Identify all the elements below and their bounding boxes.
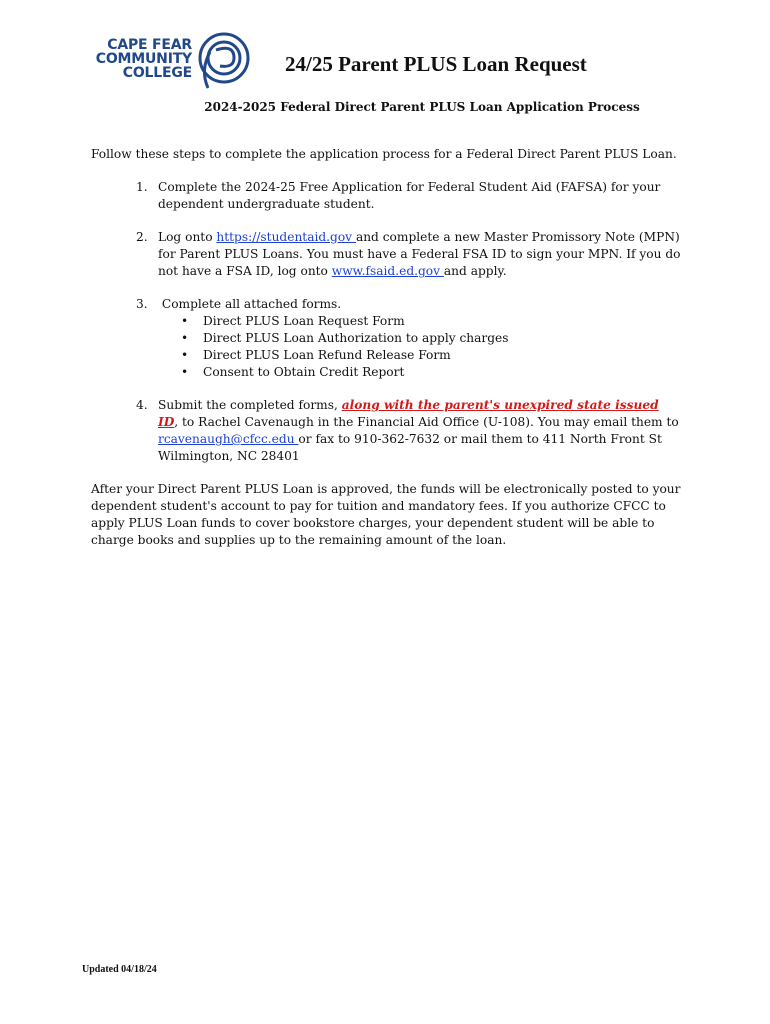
form-name: Direct PLUS Loan Request Form	[203, 314, 405, 328]
step-3	[91, 296, 681, 381]
step-2-text-post: and apply.	[443, 264, 507, 278]
step-2-text-pre: Log onto	[158, 230, 217, 244]
form-name: Direct PLUS Loan Refund Release Form	[203, 348, 451, 362]
updated-date: Updated 04/18/24	[82, 964, 157, 975]
college-logo	[82, 30, 250, 92]
step-4-text-mid: , to Rachel Cavenaugh in the Financial Aid Office (U-108). You may email them to	[174, 415, 679, 429]
logo-line-1: CAPE FEAR	[107, 37, 192, 53]
logo-line-3: COLLEGE	[122, 65, 192, 81]
step-3-text: Complete all attached forms.	[158, 297, 342, 311]
list-item	[181, 347, 681, 364]
email-link[interactable]: rcavenaugh@cfcc.edu	[158, 432, 299, 446]
intro-paragraph: Follow these steps to complete the application process for a Federal Direct Parent PLUS Loan.	[91, 147, 677, 161]
document-body	[91, 146, 681, 549]
form-name: Consent to Obtain Credit Report	[203, 365, 405, 379]
logo-line-2: COMMUNITY	[95, 51, 192, 67]
step-1-text: Complete the 2024-25 Free Application for Federal Student Aid (FAFSA) for your dependent undergraduate student.	[158, 180, 661, 211]
step-2-text-mid: and complete a new Master Promissory Note (MPN) for Parent PLUS Loans. You must have a Federal FSA ID to sign your MPN. If you do not have a FSA ID, log onto	[158, 230, 681, 278]
fsaid-link[interactable]: www.fsaid.ed.gov	[331, 264, 444, 278]
studentaid-link[interactable]: https://studentaid.gov	[216, 230, 356, 244]
bullet-icon: •	[181, 348, 189, 362]
step-4-text-pre: Submit the completed forms,	[158, 398, 342, 412]
list-item	[181, 364, 681, 381]
step-2	[91, 229, 681, 280]
page-subtitle: 2024-2025 Federal Direct Parent PLUS Loan Application Process	[204, 100, 640, 114]
step-4	[91, 397, 681, 465]
page-title: 24/25 Parent PLUS Loan Request	[285, 52, 587, 76]
bullet-icon: •	[181, 331, 189, 345]
bullet-icon: •	[181, 365, 189, 379]
step-number: 2.	[136, 230, 148, 244]
step-number: 4.	[136, 398, 148, 412]
id-requirement-emphasis: along with the parent's unexpired state issued ID	[158, 398, 659, 429]
step-4-text-post: or fax to 910-362-7632 or mail them to 411 North Front St Wilmington, NC 28401	[158, 432, 662, 463]
step-1	[91, 179, 681, 213]
list-item	[181, 313, 681, 330]
step-number: 1.	[136, 180, 148, 194]
closing-paragraph: After your Direct Parent PLUS Loan is approved, the funds will be electronically posted to your dependent student's account to pay for tuition and mandatory fees. If you authorize CFCC to apply PLUS Loan funds to cover bookstore charges, your dependent student will be able to charge books and supplies up to the remaining amount of the loan.	[91, 482, 681, 547]
logo-wordmark	[82, 38, 192, 80]
step-number: 3.	[136, 297, 148, 311]
steps-list	[91, 179, 681, 465]
list-item	[181, 330, 681, 347]
forms-list	[158, 313, 681, 381]
logo-emblem-icon	[190, 30, 250, 92]
bullet-icon: •	[181, 314, 189, 328]
form-name: Direct PLUS Loan Authorization to apply charges	[203, 331, 509, 345]
